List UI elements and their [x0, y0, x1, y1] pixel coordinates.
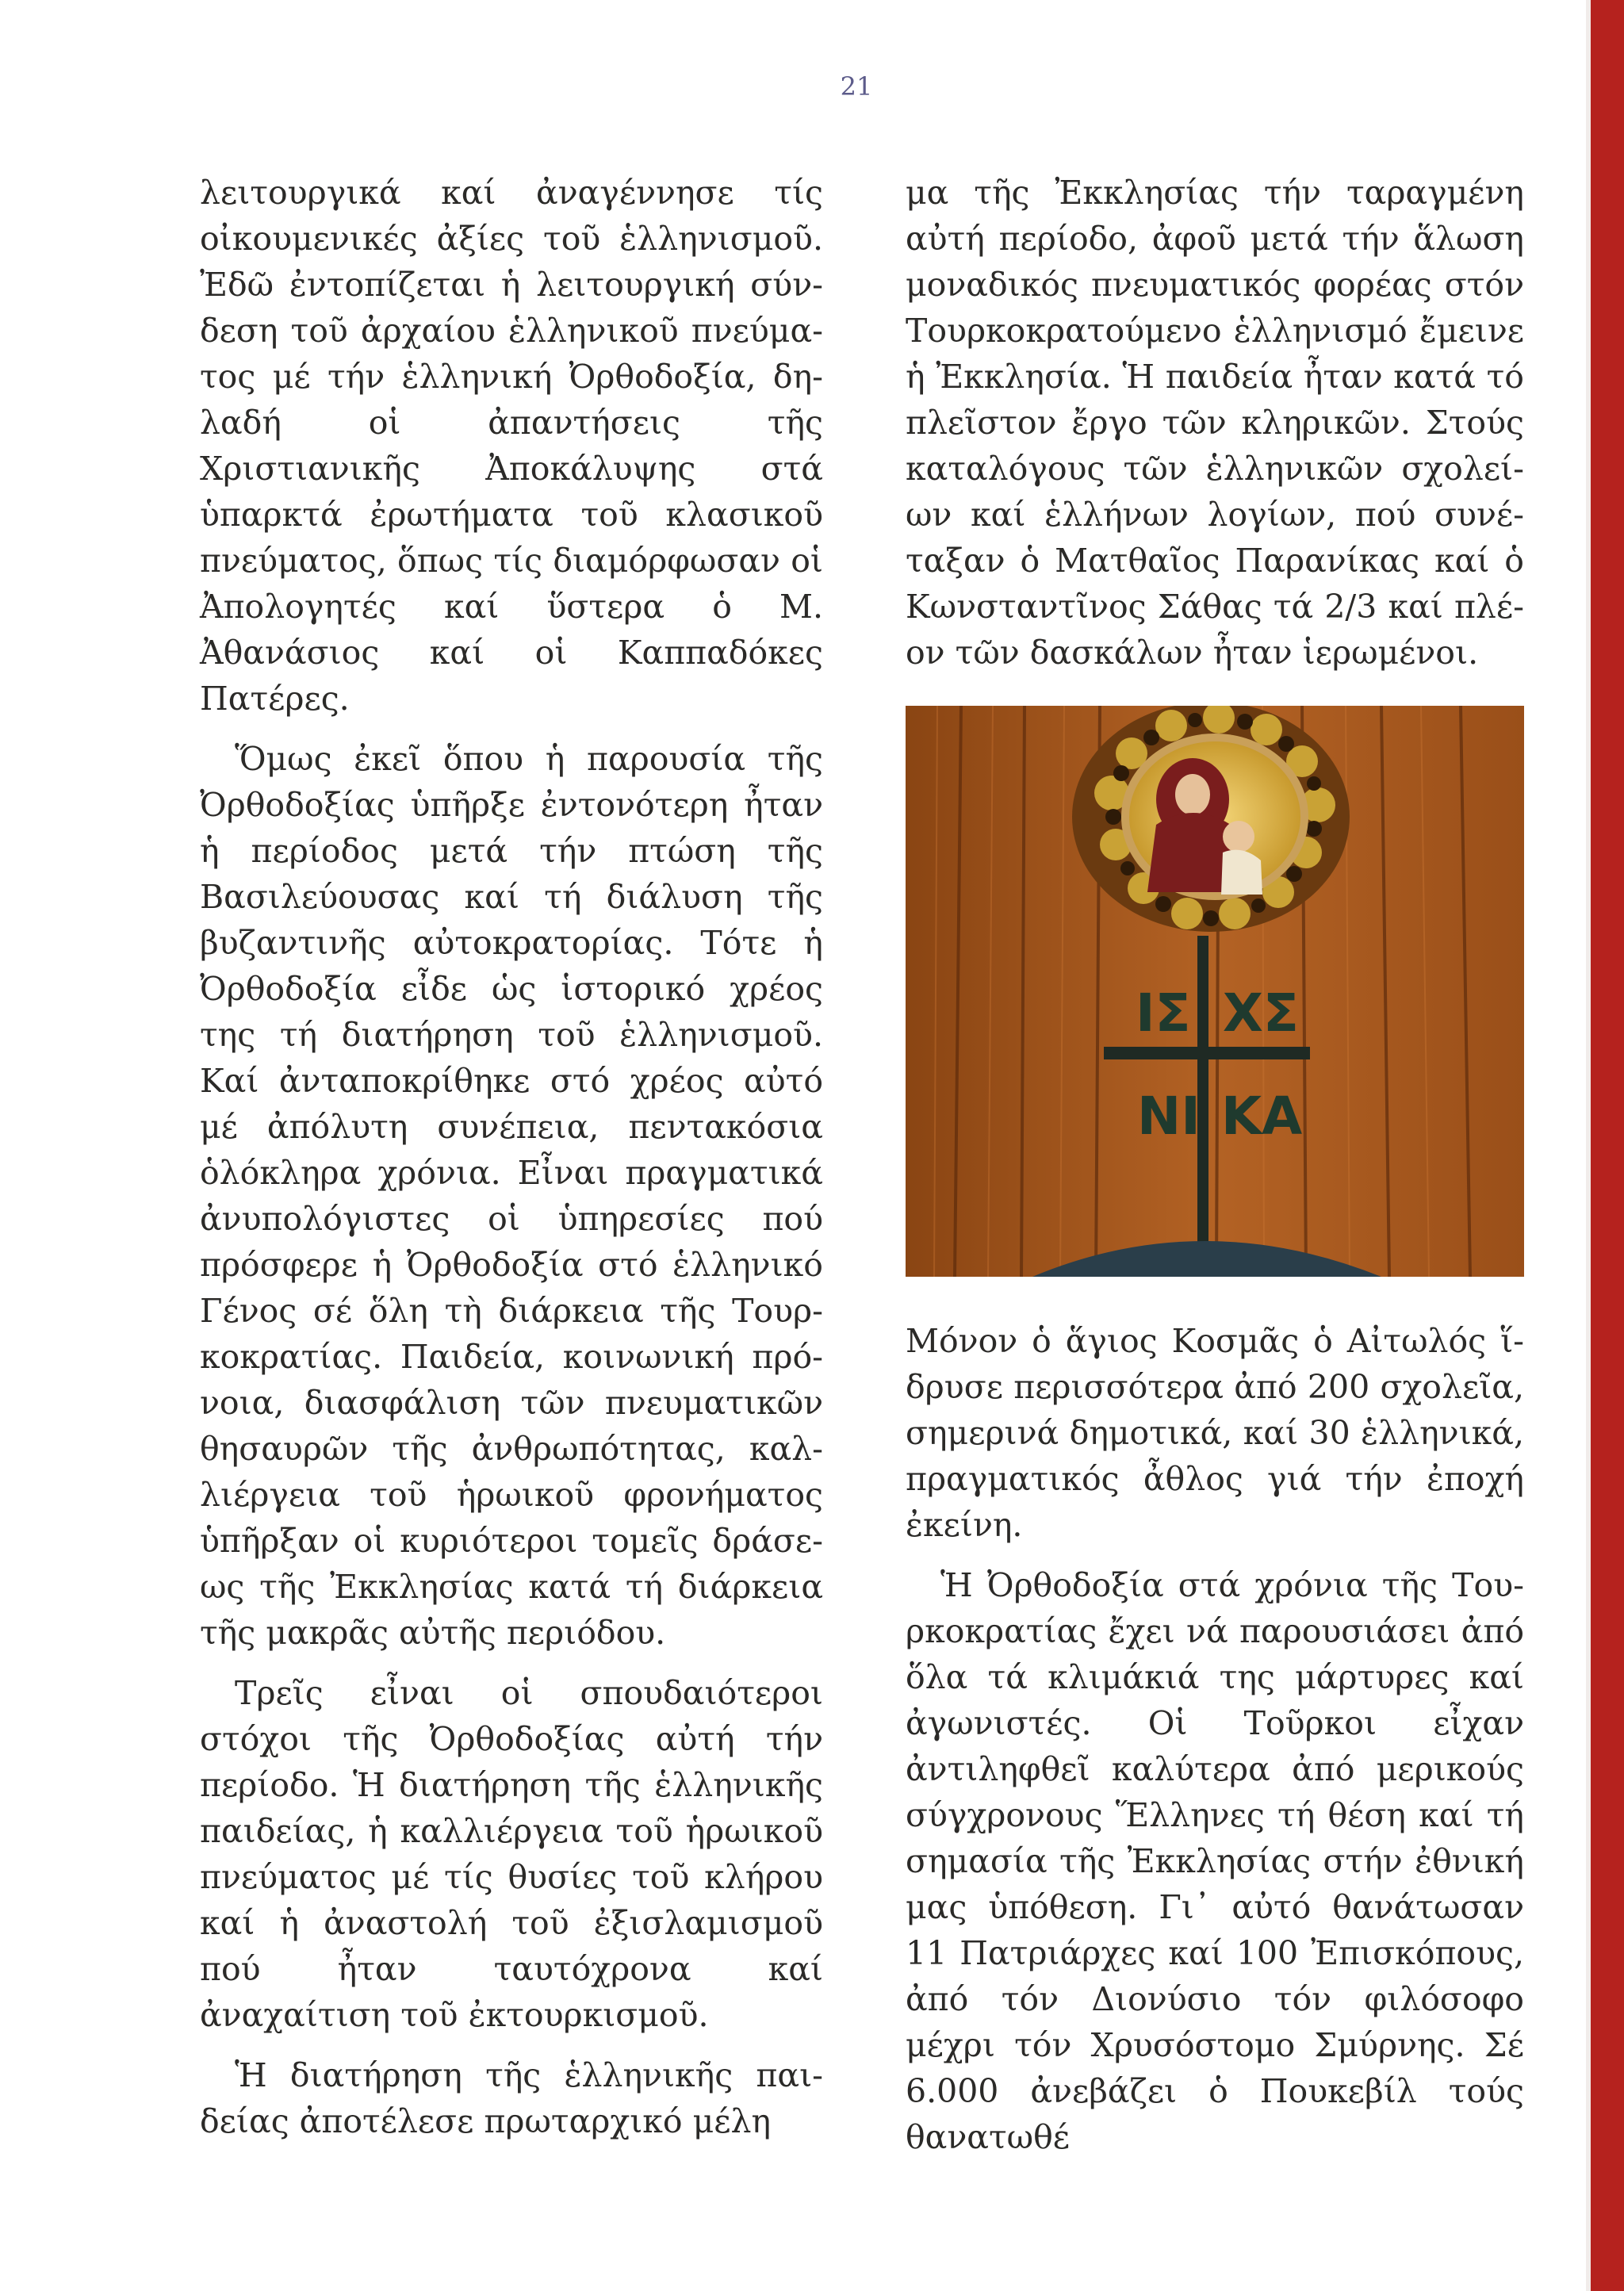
left-column [200, 170, 823, 2159]
icon-photo [906, 706, 1524, 1277]
right-paragraph-1: μα τῆς Ἐκκλησίας τήν ταραγμένη αὐτή περίοδο, ἀφοῦ μετά τήν ἅλωση μοναδικός πνευματικός φορέας στόν Τουρκοκρατούμενο ἑλληνισμό ἔμεινε ἡ Ἐκκλησία. Ἡ παιδεία ἦταν κατά τό πλεῖστον ἔργο τῶν κληρικῶν. Στούς καταλόγους τῶν ἑλληνικῶν σχολείων καί ἑλλήνων λογίων, πού συνέταξαν ὁ Ματθαῖος Παρανίκας καί ὁ Κωνσταντῖνος Σάθας τά 2/3 καί πλέον τῶν δασκάλων ἦταν ἱερωμένοι. [906, 174, 1524, 672]
cross-label-top-right: ΧΣ [1223, 983, 1299, 1044]
icon-photo-drawing [906, 706, 1524, 1277]
page-edge-bar [1591, 0, 1624, 2291]
right-paragraph-3: Ἡ Ὀρθοδοξία στά χρόνια τῆς Τουρκοκρατίας ἔχει νά παρουσιάσει ἀπό ὅλα τά κλιμάκιά της μάρτυρες καί ἀγωνιστές. Οἱ Τοῦρκοι εἶχαν ἀντιληφθεῖ καλύτερα ἀπό μερικούς σύγχρονους Ἕλληνες τή θέση καί τή σημασία τῆς Ἐκκλησίας στήν ἐθνική μας ὑπόθεση. Γι᾽ αὐτό θανάτωσαν 11 Πατριάρχες καί 100 Ἐπισκόπους, ἀπό τόν Διονύσιο τόν φιλόσοφο μέχρι τόν Χρυσόστομο Σμύρνης. Σέ 6.000 ἀνεβάζει ὁ Πουκεβίλ τούς θανατωθέ [906, 1566, 1524, 2156]
left-paragraph-4: Ἡ διατήρηση τῆς ἑλληνικῆς παιδείας ἀποτέλεσε πρωταρχικό μέλη [200, 2056, 823, 2140]
cross-label-bottom-left: ΝΙ [1137, 1086, 1201, 1147]
right-paragraph-2: Μόνον ὁ ἅγιος Κοσμᾶς ὁ Αἰτωλός ἵδρυσε περισσότερα ἀπό 200 σχολεῖα, σημερινά δημοτικά, καί 30 ἑλληνικά, πραγματικός ἆθλος γιά τήν ἐποχή ἐκείνη. [906, 1322, 1524, 1544]
right-column [906, 170, 1524, 2174]
left-paragraph-3: Τρεῖς εἶναι οἱ σπουδαιότεροι στόχοι τῆς Ὀρθοδοξίας αὐτή τήν περίοδο. Ἡ διατήρηση τῆς ἑλληνικῆς παιδείας, ἡ καλλιέργεια τοῦ ἡρωικοῦ πνεύματος μέ τίς θυσίες τοῦ κλήρου καί ἡ ἀναστολή τοῦ ἐξισλαμισμοῦ πού ἦταν ταυτόχρονα καί ἀναχαίτιση τοῦ ἐκτουρκισμοῦ. [200, 1674, 823, 2034]
cross-label-top-left: ΙΣ [1136, 983, 1191, 1044]
page-number: 21 [840, 71, 873, 102]
left-paragraph-2: Ὅμως ἐκεῖ ὅπου ἡ παρουσία τῆς Ὀρθοδοξίας ὑπῆρξε ἐντονότερη ἦταν ἡ περίοδος μετά τήν πτώση τῆς Βασιλεύουσας καί τή διάλυση τῆς βυζαντινῆς αὐτοκρατορίας. Τότε ἡ Ὀρθοδοξία εἶδε ὡς ἱστορικό χρέος της τή διατήρηση τοῦ ἑλληνισμοῦ. Καί ἀνταποκρίθηκε στό χρέος αὐτό μέ ἀπόλυτη συνέπεια, πεντακόσια ὁλόκληρα χρόνια. Εἶναι πραγματικά ἀνυπολόγιστες οἱ ὑπηρεσίες πού πρόσφερε ἡ Ὀρθοδοξία στό ἑλληνικό Γένος σέ ὅλη τὴ διάρκεια τῆς Τουρκοκρατίας. Παιδεία, κοινωνική πρόνοια, διασφάλιση τῶν πνευματικῶν θησαυρῶν τῆς ἀνθρωπότητας, καλλιέργεια τοῦ ἡρωικοῦ φρονήματος ὑπῆρξαν οἱ κυριότεροι τομεῖς δράσεως τῆς Ἐκκλησίας κατά τή διάρκεια τῆς μακρᾶς αὐτῆς περιόδου. [200, 740, 823, 1652]
left-paragraph-1: λειτουργικά καί ἀναγέννησε τίς οἰκουμενικές ἀξίες τοῦ ἑλληνισμοῦ. Ἐδῶ ἐντοπίζεται ἡ λειτουργική σύνδεση τοῦ ἀρχαίου ἑλληνικοῦ πνεύματος μέ τήν ἑλληνική Ὀρθοδοξία, δηλαδή οἱ ἀπαντήσεις τῆς Χριστιανικῆς Ἀποκάλυψης στά ὑπαρκτά ἐρωτήματα τοῦ κλασικοῦ πνεύματος, ὅπως τίς διαμόρφωσαν οἱ Ἀπολογητές καί ὕστερα ὁ Μ. Ἀθανάσιος καί οἱ Καππαδόκες Πατέρες. [200, 174, 823, 718]
cross-label-bottom-right: ΚΑ [1221, 1086, 1303, 1147]
